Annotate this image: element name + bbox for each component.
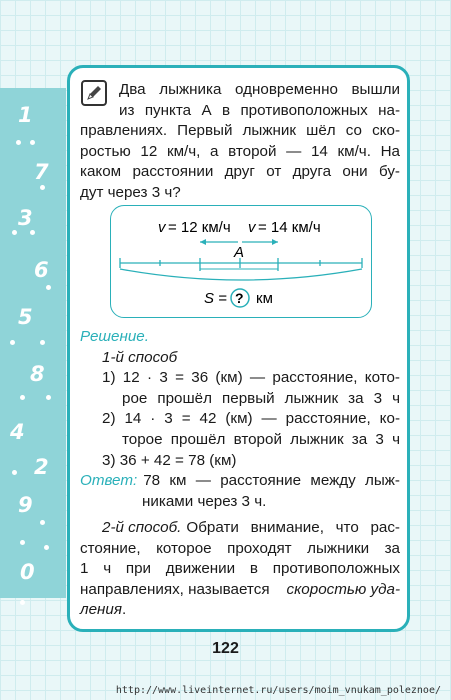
answer-text: 78 км — расстояние между лыж- — [143, 472, 400, 490]
method2-line: стояние, которое проходят лыжники за — [80, 539, 400, 557]
side-dot — [46, 285, 51, 290]
unknown-mark: ? — [234, 289, 244, 306]
side-dot — [40, 520, 45, 525]
side-digit: 7 — [34, 160, 49, 184]
problem-line: Два лыжника одновременно вышли — [119, 81, 400, 98]
method2-line — [80, 600, 400, 621]
method2-period: . — [121, 601, 127, 619]
side-dot — [44, 545, 49, 550]
method1-heading: 1-й способ — [102, 348, 178, 366]
right-arrowhead — [272, 239, 278, 245]
answer-text-cont: никами через 3 ч. — [142, 492, 267, 510]
problem-line: правлениях. Первый лыжник шёл со ско- — [80, 122, 400, 140]
side-digit: 6 — [34, 258, 49, 282]
speed1-value: = 12 км/ч — [167, 218, 231, 236]
distance-unit: км — [255, 289, 273, 307]
problem-line: ростью 12 км/ч, а второй — 14 км/ч. На — [80, 142, 400, 160]
side-dot — [40, 340, 45, 345]
problem-text-first — [119, 80, 400, 121]
side-dot — [20, 540, 25, 545]
distance-label: S = — [203, 289, 227, 307]
side-digit: 4 — [10, 420, 25, 444]
side-dot — [16, 140, 21, 145]
step-line: торое прошёл второй лыжник за 3 ч — [122, 430, 400, 448]
motion-diagram — [110, 205, 372, 318]
pencil-icon — [81, 80, 107, 106]
side-dot — [30, 230, 35, 235]
step-line: 1) 12 · 3 = 36 (км) — расстояние, кото- — [102, 369, 400, 387]
side-digit: 2 — [34, 455, 49, 479]
speed2-value: = 14 км/ч — [257, 218, 321, 236]
method2-line — [80, 580, 400, 601]
step-line: 2) 14 · 3 = 42 (км) — расстояние, ко- — [102, 410, 400, 428]
method2-term: скоростью уда- — [286, 580, 400, 598]
problem-line: из пункта А в противоположных на- — [119, 101, 400, 119]
side-dot — [12, 230, 17, 235]
source-watermark: http://www.liveinternet.ru/users/moim_vnukam_poleznoe/ — [115, 685, 441, 696]
method2-line — [80, 518, 400, 539]
answer-label: Ответ: — [80, 472, 138, 490]
side-digit: 3 — [18, 206, 33, 230]
side-dot — [10, 340, 15, 345]
side-dot — [20, 600, 25, 605]
side-digit: 8 — [30, 362, 45, 386]
side-digit: 0 — [20, 560, 35, 584]
speed2-v: v — [247, 218, 255, 236]
method2-line: 1 ч при движении в противоположных — [80, 560, 400, 578]
side-dot — [30, 140, 35, 145]
speed1-v: v — [157, 218, 165, 236]
side-digit: 5 — [18, 305, 33, 329]
side-dot — [20, 395, 25, 400]
method2-term-end: ления — [80, 601, 122, 619]
distance-brace — [120, 269, 362, 280]
solution-block — [80, 327, 400, 512]
problem-line: дут через 3 ч? — [80, 183, 181, 201]
problem-line: каком расстоянии друг от друга они бу- — [80, 163, 400, 181]
side-digit: 1 — [18, 103, 33, 127]
step-line: 3) 36 + 42 = 78 (км) — [102, 451, 237, 469]
method2-block — [80, 518, 400, 621]
step-line: рое прошёл первый лыжник за 3 ч — [122, 389, 400, 407]
side-dot — [46, 395, 51, 400]
problem-text-rest — [80, 121, 400, 203]
solution-heading: Решение. — [80, 328, 149, 345]
answer-line — [80, 471, 400, 492]
side-dot — [12, 470, 17, 475]
point-a-label: A — [233, 243, 244, 261]
method2-label: 2-й способ. — [102, 519, 182, 536]
left-arrowhead — [200, 239, 206, 245]
method2-text: направлениях, называется — [80, 580, 270, 598]
page-number: 122 — [212, 640, 239, 657]
side-dot — [40, 185, 45, 190]
method2-text: Обрати внимание, что рас- — [186, 519, 400, 536]
side-digit: 9 — [18, 493, 33, 517]
